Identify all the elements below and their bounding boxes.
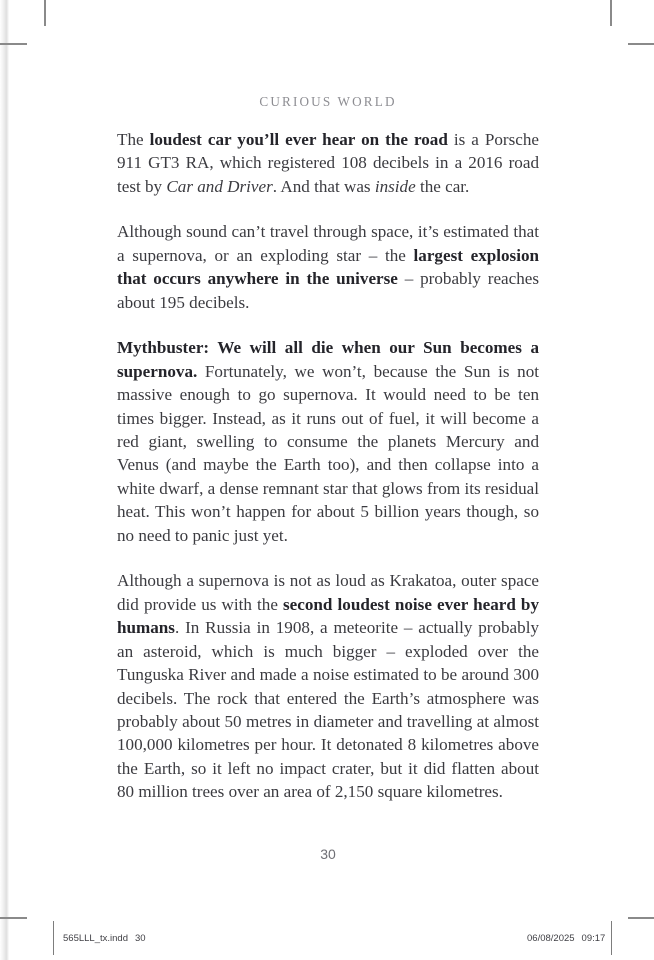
bold-run: Mythbuster: We will all die when our Sun becomes a supernova. — [117, 338, 539, 381]
text-run: – probably reaches about 195 decibels. — [117, 269, 539, 312]
text-run: . And that was — [272, 176, 375, 196]
text-run: Although sound can’t travel through space, it’s estimated that a supernova, or an exploding star – the — [117, 222, 539, 265]
slug-page-number: 30 — [134, 933, 146, 944]
bold-run: loudest car you’ll ever hear on the road — [149, 130, 448, 149]
paragraph-tunguska — [117, 569, 539, 804]
text-run: . In Russia in 1908, a meteorite – actually probably an asteroid, which is much bigger – exploded over the Tunguska River and made a noise estimated to be around 300 decibels. The rock that entered the Earth’s atmosphere was probably about 50 metres in diameter and travelling at almost 100,000 kilometres per hour. It detonated 8 kilometres above the Earth, so it left no impact crater, but it did flatten about 80 million trees over an area of 2,150 square kilometres. — [117, 618, 539, 802]
slug-right — [527, 933, 605, 944]
paragraph-supernova-decibels — [117, 220, 539, 314]
text-run: Fortunately, we won’t, because the Sun is not massive enough to go supernova. It would need to be ten times bigger. Instead, as it runs out of fuel, it will become a red giant, swelling to consume the planets Mercury and Venus (and maybe the Earth too), and then collapse into a white dwarf, a dense remnant star that glows from its residual heat. This won’t happen for about 5 billion years though, so no need to panic just yet. — [117, 361, 540, 545]
article-body — [117, 128, 539, 804]
bold-run: second loudest noise ever heard by humans — [117, 594, 539, 638]
paragraph-loudest-car — [117, 128, 539, 198]
text-run: Although a supernova is not as loud as Krakatoa, outer space did provide us with the — [117, 571, 539, 614]
slug-filename: 565LLL_tx.indd — [63, 933, 128, 944]
crop-mark-top-right-horizontal — [628, 43, 654, 45]
crop-mark-top-left-horizontal — [0, 43, 27, 45]
running-head: CURIOUS WORLD — [259, 94, 397, 109]
crop-mark-bottom-left-horizontal — [0, 917, 27, 919]
slug-date: 06/08/2025 — [527, 933, 575, 944]
crop-mark-top-right-vertical — [610, 0, 612, 26]
paragraph-mythbuster-sun — [117, 336, 539, 547]
slug-rule-right — [611, 921, 612, 955]
text-run: the car. — [415, 176, 470, 196]
folio-page-number: 30 — [320, 846, 336, 862]
crop-mark-top-left-vertical — [44, 0, 46, 26]
slug-left — [63, 933, 146, 944]
crop-mark-bottom-right-horizontal — [628, 917, 654, 919]
slug-time: 09:17 — [581, 933, 606, 944]
text-run: The — [117, 130, 150, 149]
page-left-edge-shading — [0, 0, 9, 960]
italic-run: inside — [374, 176, 416, 196]
italic-run: Car and Driver — [166, 176, 273, 196]
slug-rule-left — [53, 921, 54, 955]
bold-run: largest explosion that occurs anywhere in the universe — [117, 245, 539, 289]
text-run: is a Porsche 911 GT3 RA, which registered 108 decibels in a 2016 road test by — [117, 130, 539, 196]
